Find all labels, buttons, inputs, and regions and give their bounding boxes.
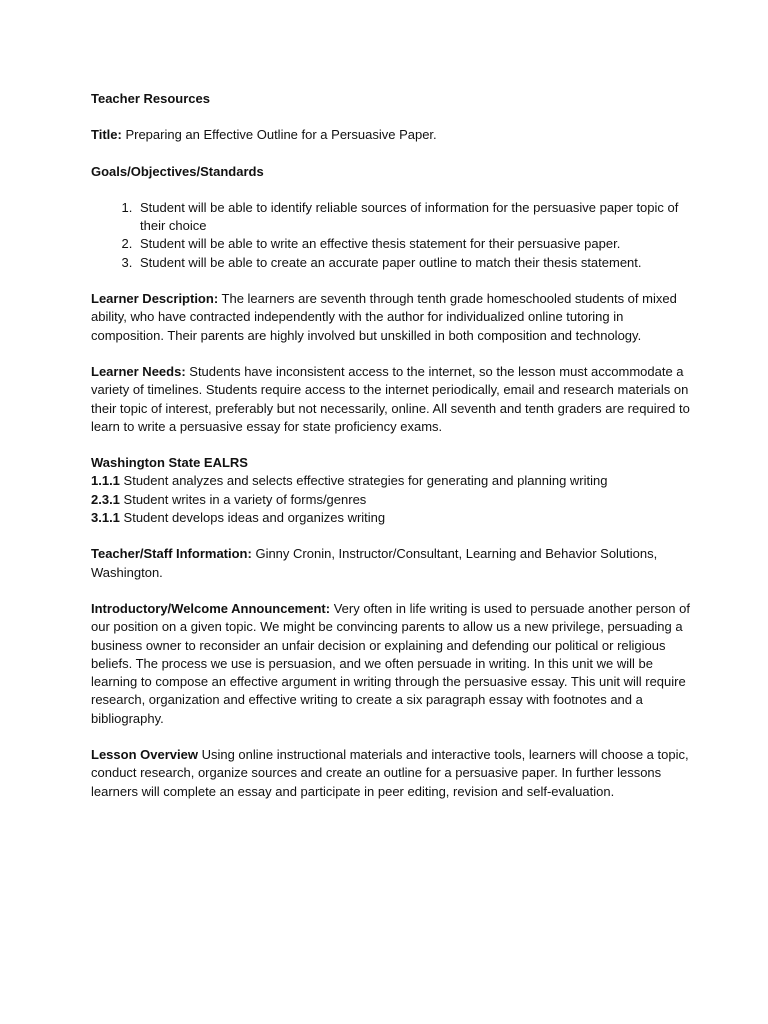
overview-text: Using online instructional materials and interactive tools, learners will choose a topic, conduct research, organize sources and create an outline for a persuasive paper. In further lessons learners will complete an essay and participate in peer editing, revision and self-evaluation. [91, 747, 689, 799]
teacher-info-label: Teacher/Staff Information: [91, 546, 252, 562]
intro-paragraph [91, 600, 691, 728]
ealrs-heading: Washington State EALRS [91, 455, 248, 471]
learner-needs-paragraph [91, 363, 691, 436]
intro-label: Introductory/Welcome Announcement: [91, 600, 331, 616]
teacher-resources-heading: Teacher Resources [91, 91, 210, 106]
goals-list [91, 199, 691, 272]
overview-label: Lesson Overview [91, 747, 198, 763]
ealrs-section [91, 454, 691, 527]
ealrs-text: Student writes in a variety of forms/genres [119, 491, 367, 507]
learner-description-text: The learners are seventh through tenth grade homeschooled students of mixed ability, who have contracted independently with the author for individualized online tutoring in composition. Their parents are highly involved but unskilled in both composition and technology. [91, 291, 677, 343]
title-paragraph [91, 126, 691, 144]
overview-paragraph [91, 746, 691, 801]
goal-item: 3. Student will be able to create an accurate paper outline to match their thesis statement. [136, 254, 691, 272]
ealrs-code: 3.1.1 [91, 510, 120, 526]
learner-needs-text: Students have inconsistent access to the internet, so the lesson must accommodate a variety of timelines. Students require access to the internet periodically, email and research materials on their topic of interest, preferably but not necessarily, online. All seventh and tenth graders are required to learn to write a persuasive essay for state proficiency exams. [91, 363, 690, 434]
ealrs-code: 1.1.1 [91, 473, 120, 489]
learner-description-label: Learner Description: [91, 291, 219, 307]
title-text: Preparing an Effective Outline for a Persuasive Paper. [121, 127, 437, 143]
ealrs-code: 2.3.1 [91, 491, 120, 507]
goal-item: 1. Student will be able to identify reliable sources of information for the persuasive paper topic of their choice [136, 199, 691, 236]
intro-text: Very often in life writing is used to persuade another person of our position on a given topic. We might be convincing parents to allow us a new privilege, persuading a business owner to reconsider an unfair decision or explaining and defending our political or religious beliefs. The process we use is persuasion, and we often persuade in writing. In this unit we will be learning to compose an effective argument in writing through the persuasive essay. This unit will require research, organization and effective writing to create a six paragraph essay with footnotes and a bibliography. [91, 600, 690, 726]
ealrs-text: Student develops ideas and organizes writing [119, 510, 386, 526]
learner-description-paragraph [91, 290, 691, 345]
title-label: Title: [91, 127, 122, 143]
goals-heading-paragraph [91, 163, 691, 181]
ealrs-item [91, 491, 691, 509]
learner-needs-label: Learner Needs: [91, 363, 186, 379]
ealrs-item [91, 509, 691, 527]
goals-heading: Goals/Objectives/Standards [91, 163, 264, 179]
ealrs-item [91, 472, 691, 490]
document-heading [91, 90, 691, 108]
document-page [91, 90, 691, 819]
teacher-info-text: Ginny Cronin, Instructor/Consultant, Learning and Behavior Solutions, Washington. [91, 546, 658, 580]
ealrs-text: Student analyzes and selects effective strategies for generating and planning writing [119, 473, 608, 489]
teacher-info-paragraph [91, 545, 691, 582]
goal-item: 2. Student will be able to write an effective thesis statement for their persuasive paper. [136, 235, 691, 253]
